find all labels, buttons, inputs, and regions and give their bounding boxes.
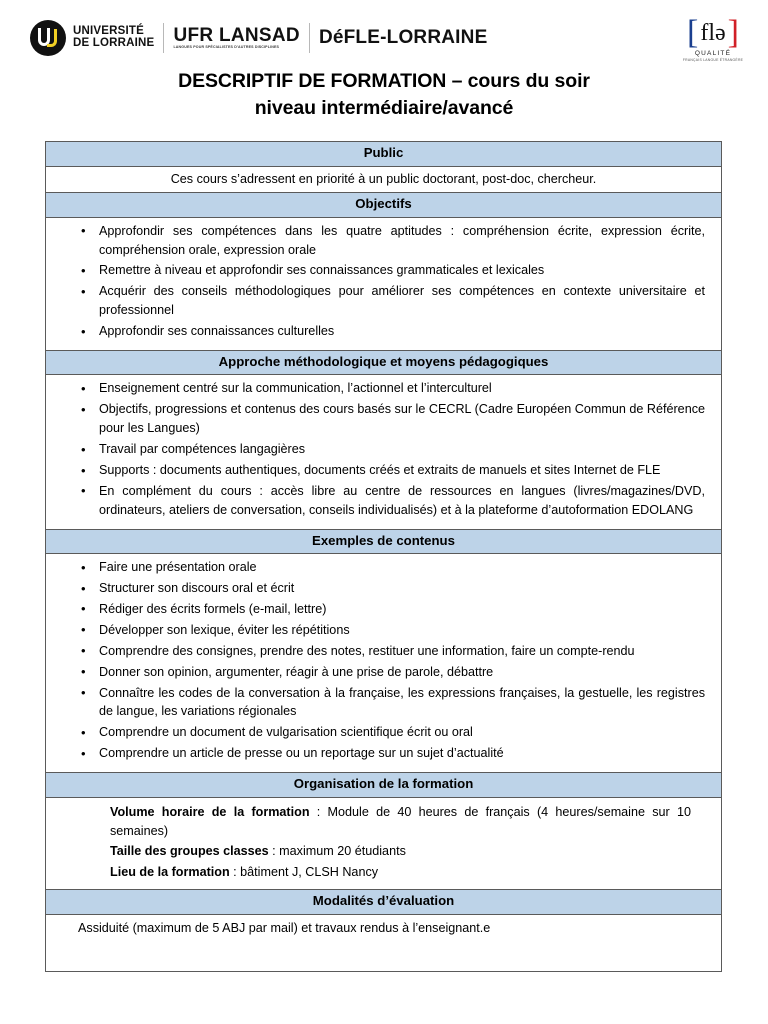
organisation-line: [78, 802, 707, 842]
contenus-list: [46, 558, 721, 763]
page-title-line1: DESCRIPTIF DE FORMATION – cours du soir: [178, 70, 590, 92]
list-item: • Remettre à niveau et approfondir ses connaissances grammaticales et lexicales: [46, 261, 705, 280]
section-heading-modalites: Modalités d’évaluation: [46, 889, 721, 915]
fle-qualite-label: QUALITÉ: [694, 50, 732, 57]
section-heading-approche: Approche méthodologique et moyens pédagogiques: [46, 350, 721, 376]
section-body-approche: [46, 375, 721, 528]
list-item: • Travail par compétences langagières: [46, 440, 705, 459]
defle-lorraine-wordmark: DéFLE-LORRAINE: [318, 27, 488, 48]
list-item: • Acquérir des conseils méthodologiques pour améliorer ses compétences en contexte universitaire et professionnel: [46, 282, 705, 320]
fle-bracket-left-icon: [: [687, 14, 699, 51]
section-body-modalites: Assiduité (maximum de 5 ABJ par mail) et travaux rendus à l’enseignant.e: [78, 920, 491, 935]
fle-logo-row: [680, 14, 746, 52]
list-item: • Comprendre un article de presse ou un reportage sur un sujet d’actualité: [46, 744, 705, 763]
logo-divider-2: [309, 23, 310, 53]
list-item: • Donner son opinion, argumenter, réagir à une prise de parole, débattre: [46, 663, 705, 682]
page-title-line2: niveau intermédiaire/avancé: [254, 96, 514, 119]
organisation-value: : bâtiment J, CLSH Nancy: [229, 865, 379, 880]
list-item: • Connaître les codes de la conversation à la française, les expressions françaises, la gestuelle, les registres de langue, les variations régionales: [46, 684, 705, 722]
ufr-lansad-subtitle: LANGUES POUR SPÉCIALISTES D'AUTRES DISCIPLINES: [173, 45, 280, 50]
list-item: • Structurer son discours oral et écrit: [46, 579, 705, 598]
ufr-lansad-name: UFR LANSAD: [173, 25, 300, 47]
list-item: • Rédiger des écrits formels (e-mail, lettre): [46, 600, 705, 619]
list-item: • Comprendre des consignes, prendre des notes, restituer une information, faire un compte-rendu: [46, 642, 705, 661]
list-item: • Développer son lexique, éviter les répétitions: [46, 621, 705, 640]
organisation-label: Volume horaire de la formation: [110, 804, 310, 819]
list-item: • Faire une présentation orale: [46, 558, 705, 577]
section-body-contenus: [46, 554, 721, 772]
universite-line2: DE LORRAINE: [73, 37, 155, 49]
fle-qualite-subtitle: FRANÇAIS LANGUE ÉTRANGÈRE: [682, 58, 744, 62]
organisation-line: [78, 862, 707, 883]
section-heading-objectifs: Objectifs: [46, 192, 721, 218]
section-body-public: Ces cours s’adressent en priorité à un public doctorant, post-doc, chercheur.: [170, 171, 597, 186]
organisation-value: : Module de 40 heures de français (4 heures/semaine sur 10 semaines): [110, 804, 691, 838]
list-item: • Objectifs, progressions et contenus des cours basés sur le CECRL (Cadre Européen Commun de Référence pour les Langues): [46, 400, 705, 438]
section-heading-public: Public: [46, 142, 721, 167]
universite-de-lorraine-logo-icon: [30, 20, 66, 56]
universite-de-lorraine-wordmark: [73, 26, 154, 49]
fle-bracket-right-icon: ]: [727, 14, 739, 51]
section-heading-organisation: Organisation de la formation: [46, 772, 721, 798]
universite-line1: UNIVERSITÉ: [73, 25, 145, 38]
approche-list: [46, 379, 721, 519]
section-body-objectifs: [46, 218, 721, 350]
section-heading-contenus: Exemples de contenus: [46, 529, 721, 555]
fle-qualite-logo: [680, 14, 746, 62]
organisation-label: Lieu de la formation: [110, 865, 230, 880]
logo-divider-1: [163, 23, 164, 53]
fle-word: flə: [700, 20, 726, 46]
list-item: • Enseignement centré sur la communication, l’actionnel et l’interculturel: [46, 379, 705, 398]
organisation-line: [78, 841, 707, 862]
page-title: [60, 68, 708, 122]
logo-l-glyph: [47, 29, 57, 47]
section-body-organisation: [46, 798, 721, 890]
header-logos-left: [30, 18, 487, 58]
list-item: • Approfondir ses connaissances culturelles: [46, 322, 705, 341]
list-item: • Comprendre un document de vulgarisation scientifique écrit ou oral: [46, 723, 705, 742]
objectifs-list: [46, 222, 721, 341]
organisation-value: : maximum 20 étudiants: [268, 844, 406, 859]
list-item: • En complément du cours : accès libre au centre de ressources en langues (livres/magazines/DVD, ordinateurs, ateliers de conversation, conseils individualisés) et à la plateforme d’autoformation EDOLANG: [46, 482, 705, 520]
list-item: • Supports : documents authentiques, documents créés et extraits de manuels et sites Internet de FLE: [46, 461, 705, 480]
organisation-label: Taille des groupes classes: [110, 844, 269, 859]
document-header: [0, 12, 768, 68]
formation-table: [45, 141, 722, 972]
ufr-lansad-wordmark: [173, 26, 300, 50]
list-item: • Approfondir ses compétences dans les quatre aptitudes : compréhension écrite, expression écrite, compréhension orale, expression orale: [46, 222, 705, 260]
